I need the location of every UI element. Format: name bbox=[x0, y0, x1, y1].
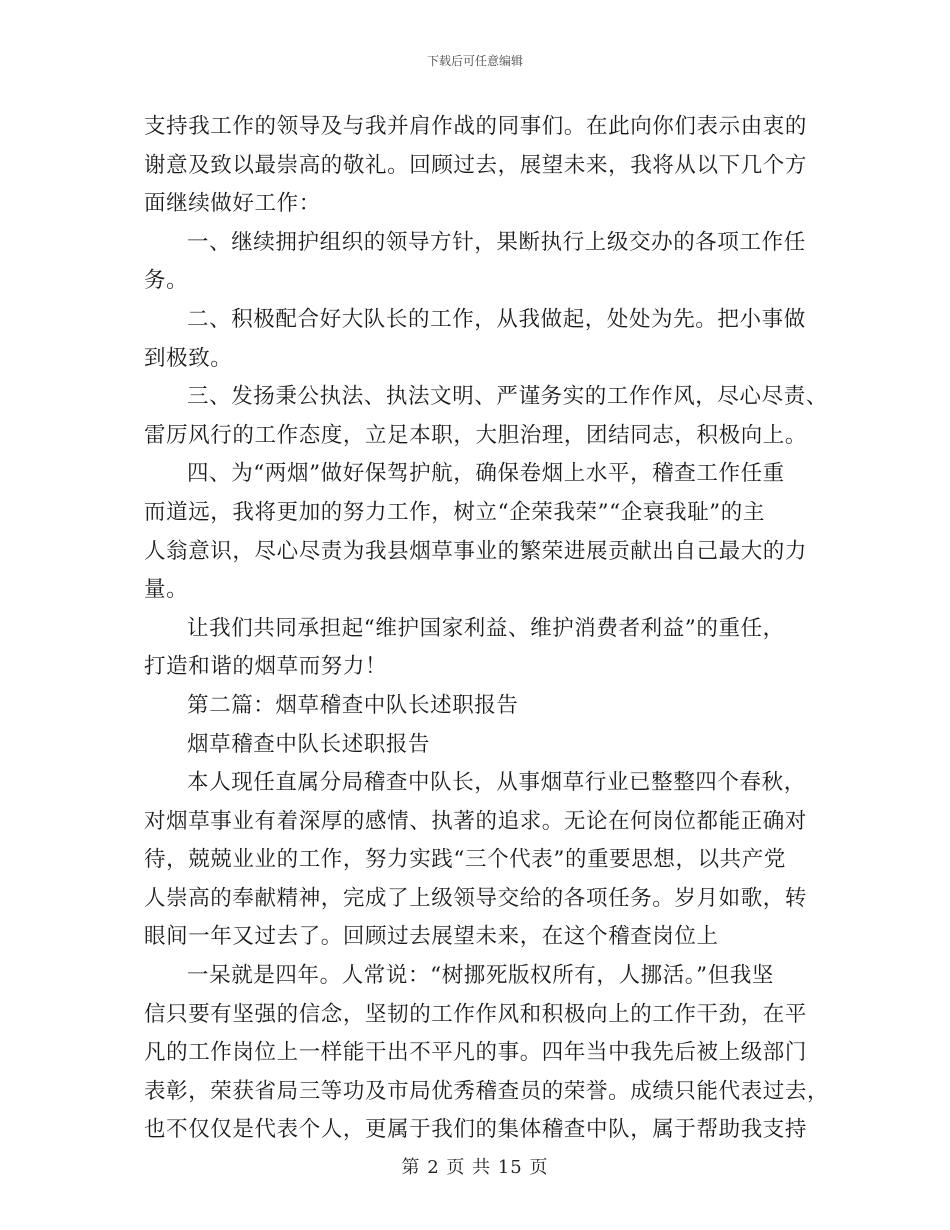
text-line: 人崇高的奉献精神，完成了上级领导交给的各项任务。岁月如歌，转 bbox=[144, 885, 808, 911]
report-title: 烟草稽查中队长述职报告 bbox=[187, 731, 431, 757]
text-line: 让我们共同承担起“维护国家利益、维护消费者利益”的重任， bbox=[187, 615, 785, 641]
text-line: 量。 bbox=[144, 577, 189, 603]
text-line: 凡的工作岗位上一样能干出不平凡的事。四年当中我先后被上级部门 bbox=[144, 1040, 808, 1066]
text-line: 眼间一年又过去了。回顾过去展望未来，在这个稽查岗位上 bbox=[144, 924, 719, 950]
text-line: 人翁意识，尽心尽责为我县烟草事业的繁荣进展贡献出自己最大的力 bbox=[144, 538, 808, 564]
section-heading: 第二篇：烟草稽查中队长述职报告 bbox=[187, 692, 519, 718]
text-line: 信只要有坚强的信念，坚韧的工作作风和积极向上的工作干劲，在平 bbox=[144, 1001, 808, 1027]
text-line: 四、为“两烟”做好保驾护航，确保卷烟上水平，稽查工作任重 bbox=[187, 461, 785, 487]
text-line: 谢意及致以最崇高的敬礼。回顾过去，展望未来，我将从以下几个方 bbox=[144, 152, 808, 178]
text-line: 本人现任直属分局稽查中队长，从事烟草行业已整整四个春秋， bbox=[187, 770, 806, 796]
page-number: 第 2 页 共 15 页 bbox=[401, 1157, 549, 1178]
text-line: 雷厉风行的工作态度，立足本职，大胆治理，团结同志，积极向上。 bbox=[144, 422, 808, 448]
document-body bbox=[144, 108, 830, 1150]
text-line: 也不仅仅是代表个人，更属于我们的集体稽查中队，属于帮助我支持 bbox=[144, 1117, 808, 1143]
text-line: 打造和谐的烟草而努力！ bbox=[144, 654, 388, 680]
text-line: 待，兢兢业业的工作，努力实践“三个代表”的重要思想，以共产党 bbox=[144, 847, 786, 873]
text-line: 而道远，我将更加的努力工作，树立“企荣我荣”“企衰我耻”的主 bbox=[144, 499, 765, 525]
text-line: 一呆就是四年。人常说：“树挪死版权所有，人挪活。”但我坚 bbox=[187, 963, 775, 989]
text-line: 面继续做好工作： bbox=[144, 191, 321, 217]
text-line: 三、发扬秉公执法、执法文明、严谨务实的工作作风，尽心尽责、 bbox=[187, 384, 828, 410]
text-line: 到极致。 bbox=[144, 345, 233, 371]
text-line: 务。 bbox=[144, 268, 189, 294]
text-line: 对烟草事业有着深厚的感情、执著的追求。无论在何岗位都能正确对 bbox=[144, 808, 808, 834]
text-line: 二、积极配合好大队长的工作，从我做起，处处为先。把小事做 bbox=[187, 306, 806, 332]
text-line: 支持我工作的领导及与我并肩作战的同事们。在此向你们表示由衷的 bbox=[144, 114, 808, 139]
text-line: 表彰，荣获省局三等功及市局优秀稽查员的荣誉。成绩只能代表过去， bbox=[144, 1078, 830, 1104]
page-header: 下载后可任意编辑 bbox=[426, 54, 523, 68]
text-line: 一、继续拥护组织的领导方针，果断执行上级交办的各项工作任 bbox=[187, 229, 806, 255]
